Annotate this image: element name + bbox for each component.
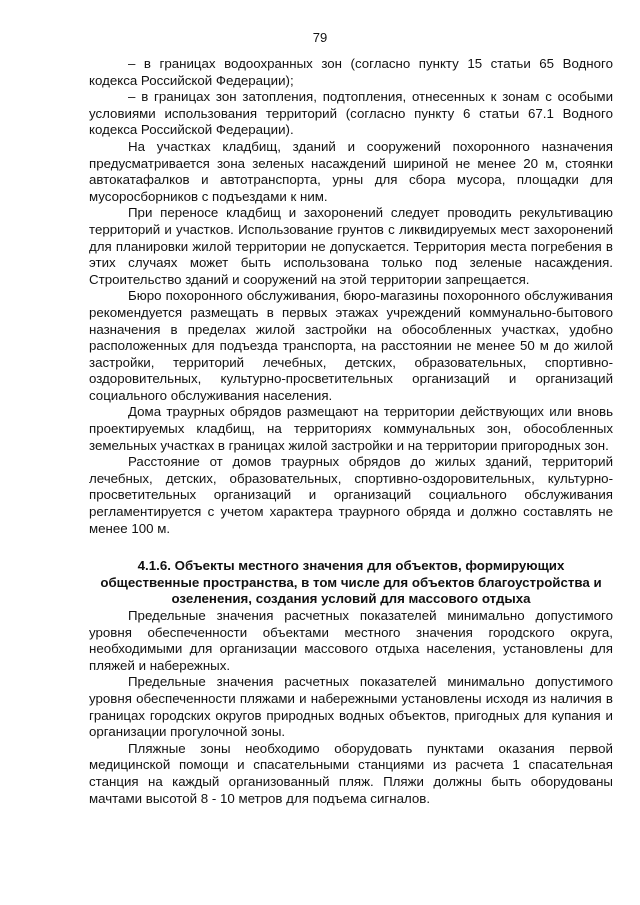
section-heading: 4.1.6. Объекты местного значения для объектов, формирующих общественные пространства, в том числе для объектов благоустройства и озеленения, создания условий для массового отдыха [100, 558, 602, 607]
paragraph: Бюро похоронного обслуживания, бюро-магазины похоронного обслуживания рекомендуется размещать в первых этажах учреждений коммунально-бытового назначения в пределах жилой застройки на обособленных участках, удобно расположенных для подъезда транспорта, на расстоянии не менее 50 м до жилой застройки, территорий лечебных, детских, образовательных, спортивно-оздоровительных, культурно-просветительных организаций и организаций социального обслуживания населения. [89, 288, 613, 403]
paragraph: Расстояние от домов траурных обрядов до жилых зданий, территорий лечебных, детских, образовательных, спортивно-оздоровительных, культурно-просветительных организаций и организаций социального обслуживания регламентируется с учетом характера траурного обряда и должно составлять не менее 100 м. [89, 454, 613, 536]
paragraph: При переносе кладбищ и захоронений следует проводить рекультивацию территорий и участков. Использование грунтов с ликвидируемых мест захоронений для планировки жилой территории не допускается. Территория места погребения в этих случаях может быть использована только под зеленые насаждения. Строительство зданий и сооружений на этой территории запрещается. [89, 205, 613, 287]
paragraph: Предельные значения расчетных показателей минимально допустимого уровня обеспеченности пляжами и набережными установлены исходя из наличия в границах городских округов природных водных объектов, пригодных для купания и организации прогулочной зоны. [89, 674, 613, 740]
paragraph: Предельные значения расчетных показателей минимально допустимого уровня обеспеченности объектами местного значения городского округа, необходимыми для организации массового отдыха населения, установлены для пляжей и набережных. [89, 608, 613, 673]
page-number: 79 [312, 30, 328, 45]
paragraph: На участках кладбищ, зданий и сооружений похоронного назначения предусматривается зона зеленых насаждений шириной не менее 20 м, стоянки автокатафалков и автотранспорта, урны для сбора мусора, площадки для мусоросборников с подъездами к ним. [89, 138, 613, 204]
paragraph: Дома траурных обрядов размещают на территории действующих или вновь проектируемых кладбищ, на территориях коммунальных зон, обособленных земельных участках в границах жилой застройки и на территории пригородных зон. [89, 404, 613, 453]
paragraph: Пляжные зоны необходимо оборудовать пунктами оказания первой медицинской помощи и спасательными станциями из расчета 1 спасательная станция на каждый организованный пляж. Пляжи должны быть оборудованы мачтами высотой 8 - 10 метров для подъема сигналов. [89, 740, 613, 806]
document-body [89, 56, 613, 807]
paragraph: – в границах водоохранных зон (согласно пункту 15 статьи 65 Водного кодекса Российской Федерации); [89, 56, 613, 88]
paragraph: – в границах зон затопления, подтопления, отнесенных к зонам с особыми условиями использования территорий (согласно пункту 6 статьи 67.1 Водного кодекса Российской Федерации). [89, 89, 613, 138]
